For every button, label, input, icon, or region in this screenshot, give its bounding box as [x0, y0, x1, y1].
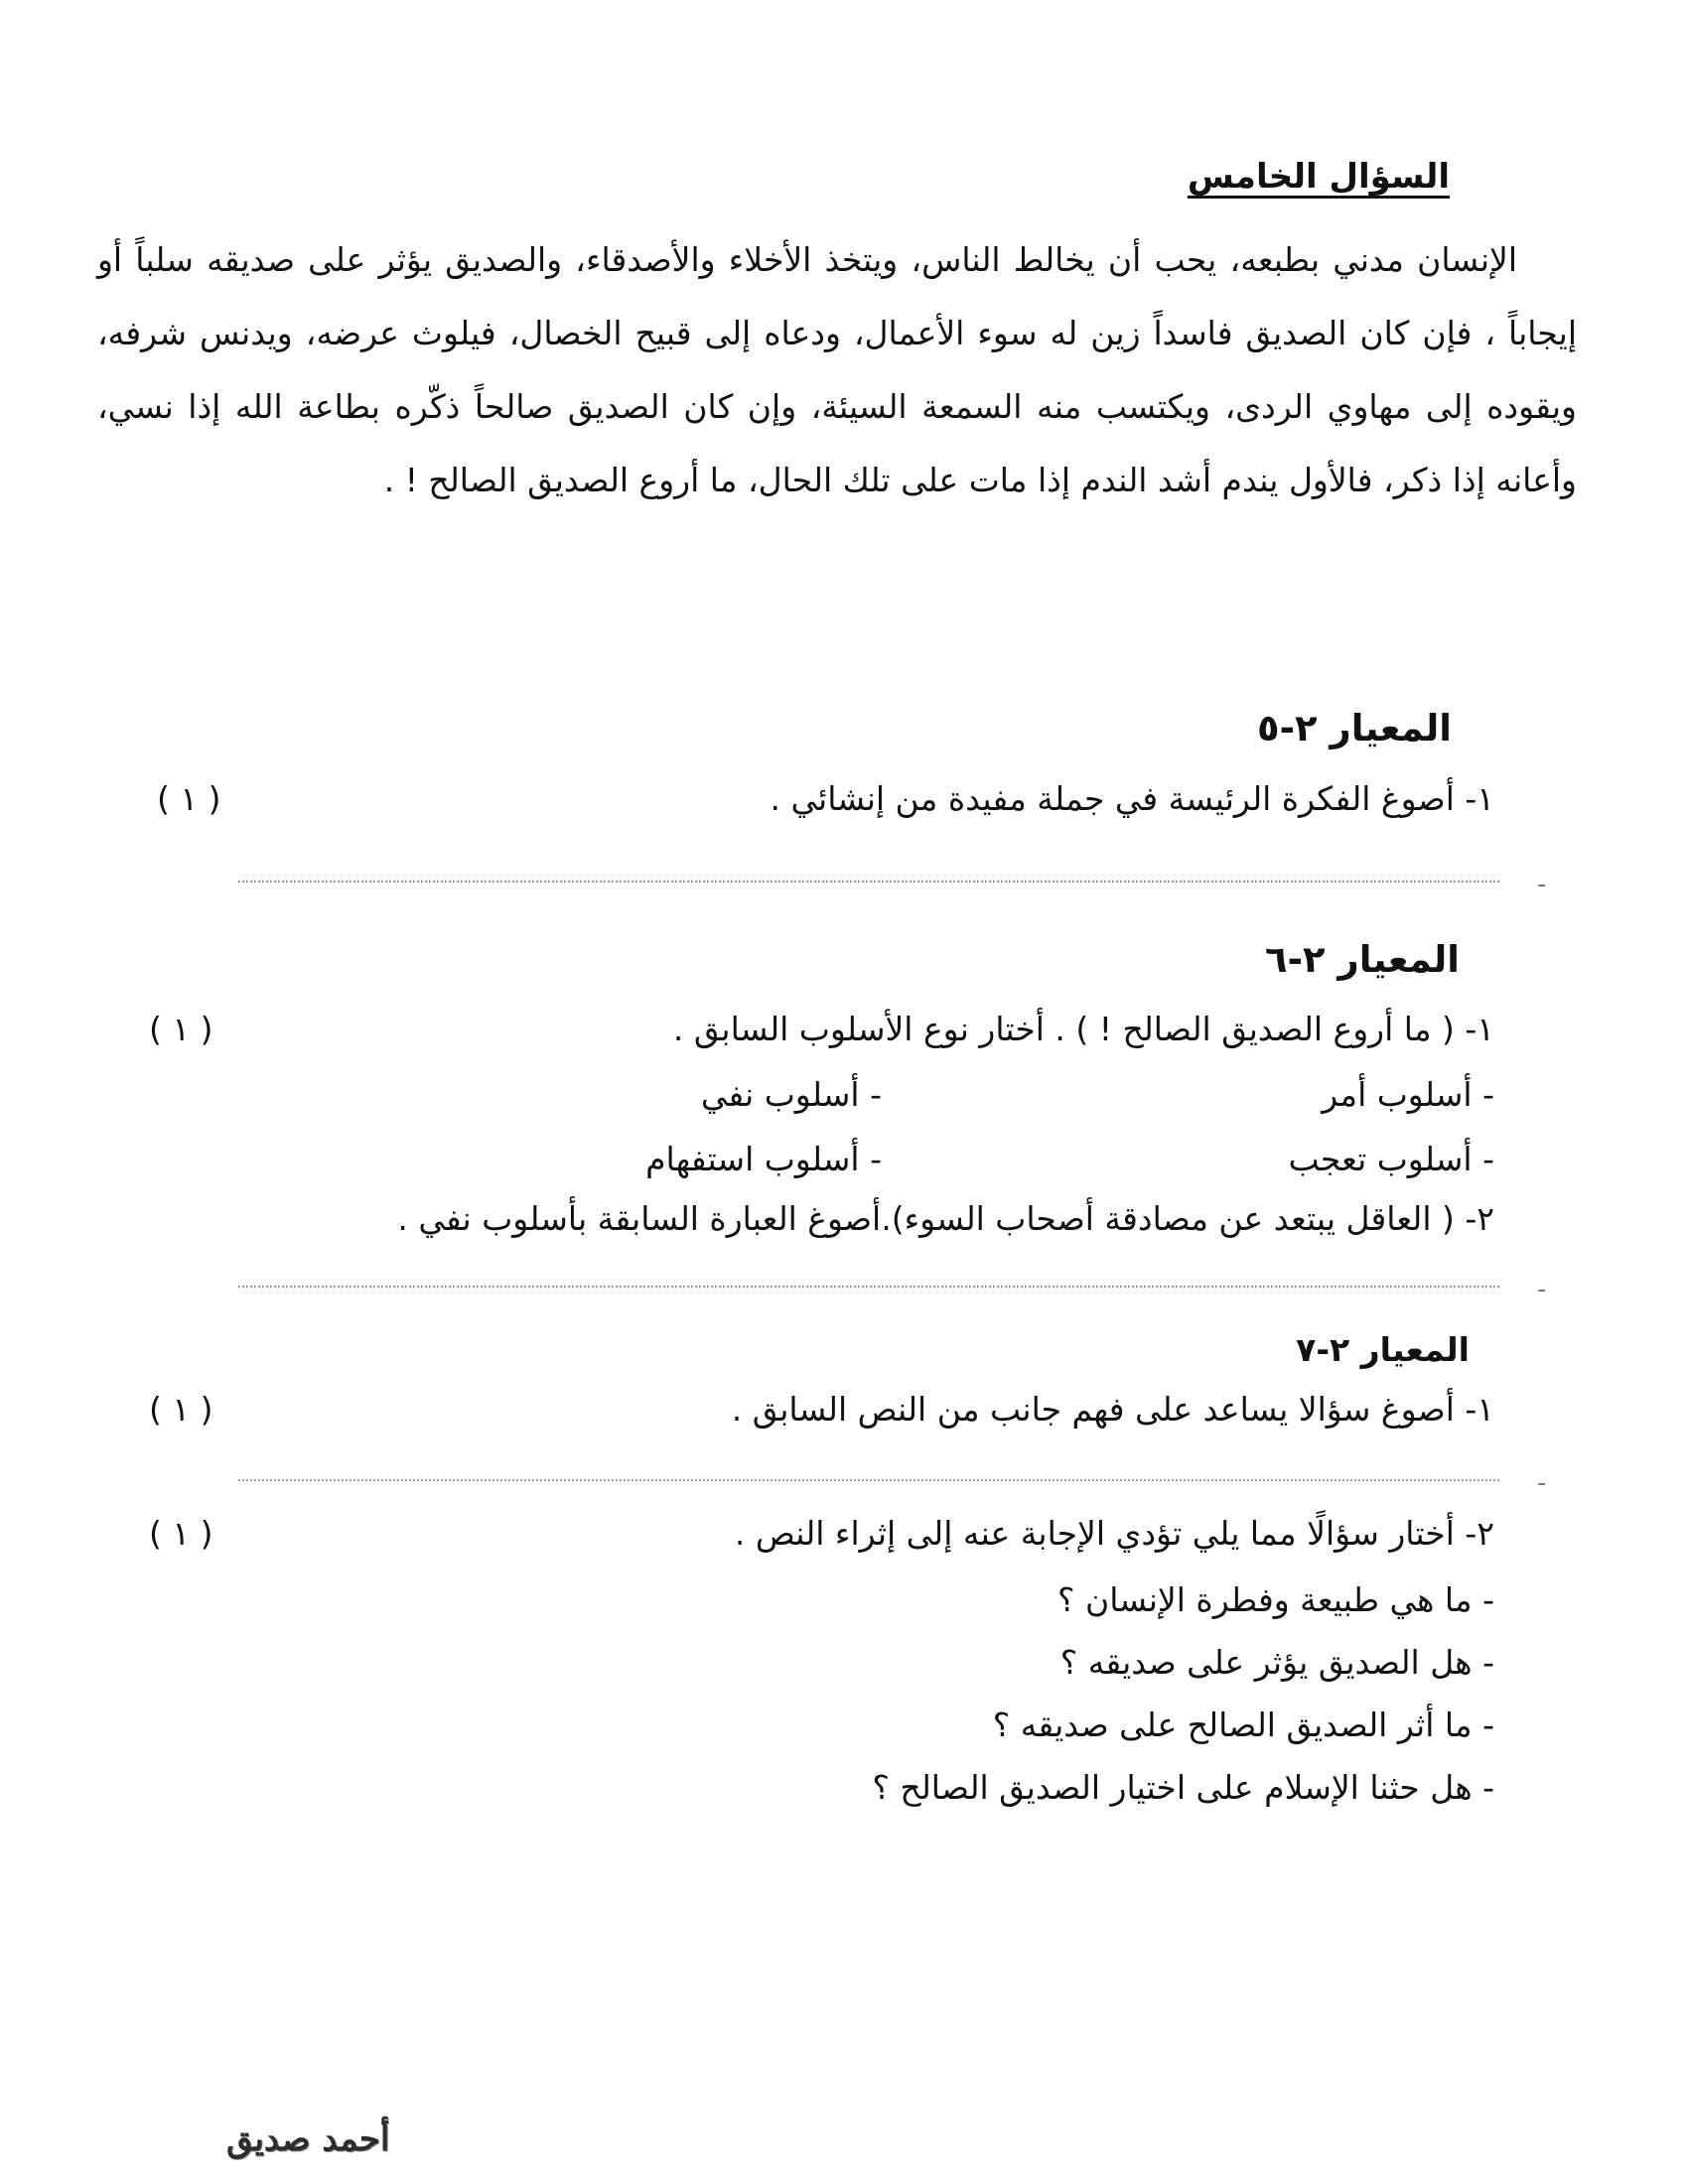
question-2-5-1: ١- أصوغ الفكرة الرئيسة في جملة مفيدة من إنشائي . — [770, 779, 1494, 818]
answer-line[interactable] — [238, 1479, 1499, 1481]
reading-passage — [97, 223, 1577, 517]
question-2-6-1: ١- ( ما أروع الصديق الصالح ! ) . أختار نوع الأسلوب السابق . — [672, 1010, 1494, 1048]
option-interrogative-style[interactable]: - أسلوب استفهام — [645, 1140, 882, 1178]
option-friend-influence[interactable]: - هل الصديق يؤثر على صديقه ؟ — [1059, 1643, 1494, 1682]
answer-line[interactable] — [238, 881, 1499, 883]
answer-line-marker: - — [1537, 1468, 1547, 1498]
question-2-6-2: ٢- ( العاقل يبتعد عن مصادقة أصحاب السوء).أصوغ العبارة السابقة بأسلوب نفي . — [397, 1199, 1494, 1238]
question-mark-2-7-2: ( ١ ) — [149, 1514, 213, 1553]
option-exclamation-style[interactable]: - أسلوب تعجب — [1288, 1140, 1494, 1178]
standard-heading-2-6: المعيار ٢-٦ — [1265, 938, 1460, 981]
question-2-7-1: ١- أصوغ سؤالا يساعد على فهم جانب من النص السابق . — [731, 1390, 1494, 1429]
standard-heading-2-5: المعيار ٢-٥ — [1257, 707, 1452, 750]
option-good-friend-effect[interactable]: - ما أثر الصديق الصالح على صديقه ؟ — [992, 1706, 1494, 1744]
option-negation-style[interactable]: - أسلوب نفي — [700, 1075, 882, 1114]
question-mark-2-5-1: ( ١ ) — [157, 779, 221, 818]
question-mark-2-7-1: ( ١ ) — [149, 1390, 213, 1429]
answer-line-marker: - — [1537, 870, 1547, 899]
question-mark-2-6-1: ( ١ ) — [149, 1010, 213, 1048]
question-title: السؤال الخامس — [1187, 157, 1450, 197]
option-human-nature[interactable]: - ما هي طبيعة وفطرة الإنسان ؟ — [1057, 1580, 1494, 1619]
author-signature: أحمد صديق — [226, 2119, 390, 2159]
passage-text: الإنسان مدني بطبعه، يحب أن يخالط الناس، ويتخذ الأخلاء والأصدقاء، والصديق يؤثر على صديقه سلباً أو إيجاباً ، فإن كان الصديق فاسداً زين له سوء الأعمال، ودعاه إلى قبيح الخصال، فيلوث عرضه، ويدنس شرفه، ويقوده إلى مهاوي الردى، ويكتسب منه السمعة السيئة، وإن كان الصديق صالحاً ذكّره بطاعة الله إذا نسي، وأعانه إذا ذكر، فالأول يندم أشد الندم إذا مات على تلك الحال، ما أروع الصديق الصالح ! . — [97, 240, 1577, 499]
answer-line[interactable] — [238, 1286, 1499, 1288]
option-command-style[interactable]: - أسلوب أمر — [1322, 1075, 1494, 1114]
standard-heading-2-7: المعيار ٢-٧ — [1296, 1330, 1470, 1369]
option-islam-guidance[interactable]: - هل حثنا الإسلام على اختيار الصديق الصالح ؟ — [872, 1768, 1494, 1807]
question-2-7-2: ٢- أختار سؤالًا مما يلي تؤدي الإجابة عنه إلى إثراء النص . — [734, 1514, 1494, 1553]
answer-line-marker: - — [1537, 1275, 1547, 1304]
